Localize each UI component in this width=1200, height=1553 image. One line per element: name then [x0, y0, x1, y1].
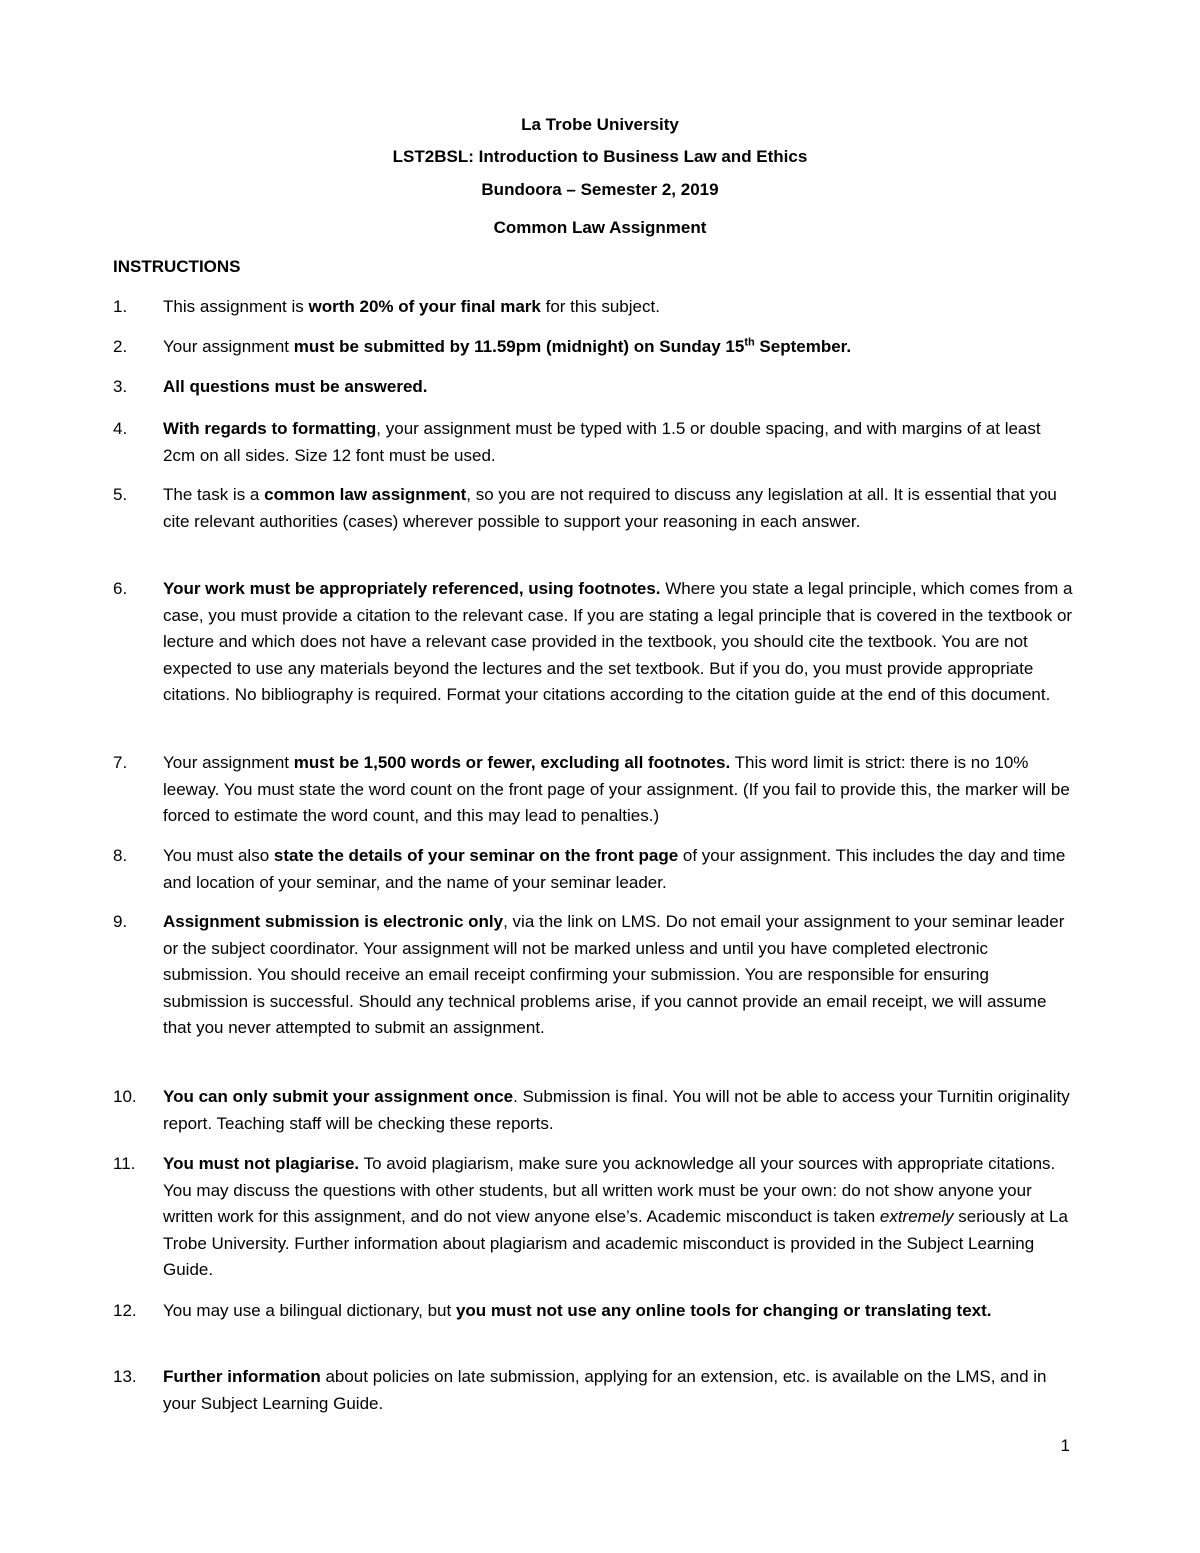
instruction-item-3 — [113, 374, 1073, 401]
item-number: 11. — [113, 1154, 136, 1173]
instruction-item-4 — [113, 416, 1073, 469]
instruction-item-6 — [113, 576, 1073, 709]
item-text — [163, 1084, 1075, 1137]
campus-semester: Bundoora – Semester 2, 2019 — [481, 180, 719, 199]
item-number: 8. — [113, 846, 128, 865]
item-text-run: must be submitted by 11.59pm (midnight) on Sunday 15 — [293, 337, 745, 356]
item-text — [163, 374, 1075, 401]
item-number: 3. — [113, 377, 128, 396]
item-text-run: Your assignment — [163, 753, 294, 772]
item-number: 4. — [113, 419, 128, 438]
item-text — [163, 843, 1075, 896]
item-text-run: Further information — [163, 1367, 321, 1386]
item-text-run: th — [744, 336, 755, 349]
item-text — [163, 1364, 1075, 1417]
item-text-run: , so you are not required to discuss any legislation at all. It is essential that you cite relevant authorities (cases) wherever possible to support your reasoning in each answer. — [163, 485, 1057, 531]
instruction-item-13 — [113, 1364, 1073, 1417]
item-text-run: The task is a — [163, 485, 265, 504]
instruction-item-1 — [113, 294, 1073, 321]
instruction-item-11 — [113, 1151, 1073, 1284]
item-text-run: state the details of your seminar on the front page — [273, 846, 679, 865]
item-text-run: Your assignment — [163, 337, 294, 356]
instruction-item-8 — [113, 843, 1073, 896]
instruction-item-5 — [113, 482, 1073, 535]
item-number: 9. — [113, 912, 128, 931]
item-text-run: , via the link on LMS. Do not email your assignment to your seminar leader or the subject coordinator. Your assignment will not be marked unless and until you have completed electronic submission. You should receive an email receipt confirming your submission. You are responsible for ensuring submission is successful. Should any technical problems arise, if you cannot provide an email receipt, we will assume that you never attempted to submit an assignment. — [163, 912, 1065, 1038]
item-number: 7. — [113, 753, 128, 772]
item-number: 10. — [113, 1087, 137, 1106]
item-text — [163, 1298, 1075, 1325]
item-number: 13. — [113, 1367, 137, 1386]
item-text-run: Assignment submission is electronic only — [163, 912, 504, 931]
item-text-run: worth 20% of your final mark — [308, 297, 541, 316]
item-text-run: This assignment is — [163, 297, 309, 316]
item-text-run: you must not use any online tools for changing or translating text. — [455, 1301, 992, 1320]
item-number: 12. — [113, 1301, 137, 1320]
item-text — [163, 294, 1075, 321]
item-text-run: for this subject. — [540, 297, 660, 316]
item-text-run: extremely — [879, 1207, 954, 1227]
item-text — [163, 750, 1075, 830]
page-number: 1 — [1060, 1436, 1070, 1455]
item-text-run: , your assignment must be typed with 1.5 or double spacing, and with margins of at least 2cm on all sides. Size 12 font must be used. — [163, 419, 1041, 465]
item-text-run: With regards to formatting — [163, 419, 377, 438]
item-text-run: All questions must be answered. — [163, 377, 428, 396]
item-number: 6. — [113, 579, 128, 598]
assignment-title: Common Law Assignment — [493, 218, 707, 237]
item-text-run: Your work must be appropriately referenced, using footnotes. — [163, 579, 661, 598]
item-text — [163, 334, 1075, 361]
item-text-run: You must also — [163, 846, 274, 865]
item-number: 2. — [113, 337, 128, 356]
item-text-run: . Submission is final. You will not be able to access your Turnitin originality report. Teaching staff will be checking these reports. — [163, 1087, 1070, 1133]
item-number: 5. — [113, 485, 128, 504]
item-text-run: To avoid plagiarism, make sure you acknowledge all your sources with appropriate citations. You may discuss the questions with other students, but all written work must be your own: do not show anyone your written work for this assignment, and do not view anyone else’s. Academic misconduct is taken — [163, 1154, 1056, 1227]
item-text-run: of your assignment. This includes the day and time and location of your seminar, and the name of your seminar leader. — [163, 846, 1066, 892]
item-text-run: about policies on late submission, applying for an extension, etc. is available on the LMS, and in your Subject Learning Guide. — [163, 1367, 1047, 1413]
item-text-run: You may use a bilingual dictionary, but — [163, 1301, 456, 1320]
subject-title: LST2BSL: Introduction to Business Law and Ethics — [392, 147, 808, 166]
item-text — [163, 482, 1075, 535]
item-text — [163, 416, 1075, 469]
item-text-run: common law assignment — [264, 485, 467, 504]
instructions-heading: INSTRUCTIONS — [113, 257, 241, 276]
item-text-run: September. — [754, 337, 852, 356]
item-text-run: seriously at La Trobe University. Further information about plagiarism and academic misconduct is provided in the Subject Learning Guide. — [163, 1207, 1068, 1280]
instruction-item-9 — [113, 909, 1073, 1042]
item-text-run: must be 1,500 words or fewer, excluding all footnotes. — [293, 753, 731, 772]
instruction-item-7 — [113, 750, 1073, 830]
item-text-run: You must not plagiarise. — [163, 1154, 360, 1173]
item-text — [163, 576, 1075, 709]
item-text-run: This word limit is strict: there is no 10% leeway. You must state the word count on the front page of your assignment. (If you fail to provide this, the marker will be forced to estimate the word count, and this may lead to penalties.) — [163, 753, 1070, 826]
item-text — [163, 909, 1075, 1042]
instruction-item-12 — [113, 1298, 1073, 1325]
item-text — [163, 1151, 1075, 1284]
instruction-item-2 — [113, 334, 1073, 361]
item-number: 1. — [113, 297, 128, 316]
university-title: La Trobe University — [521, 115, 679, 134]
item-text-run: Where you state a legal principle, which comes from a case, you must provide a citation to the relevant case. If you are stating a legal principle that is covered in the textbook or lecture and which does not have a relevant case provided in the textbook, you should cite the textbook. You are not expected to use any materials beyond the lectures and the set textbook. But if you do, you must provide appropriate citations. No bibliography is required. Format your citations according to the citation guide at the end of this document. — [163, 579, 1073, 705]
item-text-run: You can only submit your assignment once — [163, 1087, 514, 1106]
instruction-item-10 — [113, 1084, 1073, 1137]
